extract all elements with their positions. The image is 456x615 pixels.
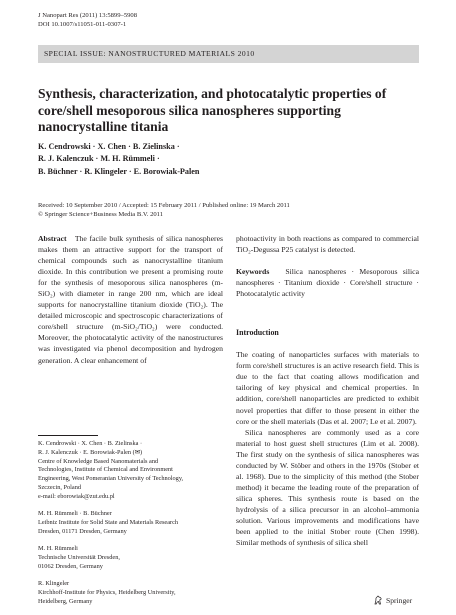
affiliation-block [38,545,226,571]
footnote-rule [38,435,98,436]
affiliation-line: R. Klingeler [38,580,70,588]
affiliation-line: K. Cendrowski · X. Chen · B. Zielinska · [38,440,143,447]
affiliation-line: Engineering, West Pomeranian University of Technology, [38,475,184,483]
left-column [38,233,223,366]
keywords [236,266,419,299]
article-title: Synthesis, characterization, and photocatalytic properties of core/shell mesoporous silica nanospheres supporting nanocrystalline titania [38,86,387,134]
affiliation-block [38,510,226,536]
affiliation-line: Leibniz Institute for Solid State and Materials Research [38,518,179,526]
affiliation-line: Technologies, Institute of Chemical and Environment [38,466,173,474]
author-line: K. Cendrowski · X. Chen · B. Zielinska · [38,142,180,151]
author-list [38,141,418,178]
affiliations [38,440,226,615]
introduction-heading: Introduction [236,328,279,338]
special-issue-banner: SPECIAL ISSUE: NANOSTRUCTURED MATERIALS 2010 [38,45,419,63]
affiliation-line: Centre of Knowledge Based Nanomaterials and [38,457,159,465]
journal-citation: J Nanopart Res (2011) 13:5899–5908 [38,12,138,19]
publisher-name: Springer [386,595,413,605]
affiliation-line: 01062 Dresden, Germany [38,562,103,570]
right-column [236,233,419,548]
publication-dates [38,201,290,219]
springer-horse-icon [373,595,383,605]
keywords-heading: Keywords [236,267,270,277]
affiliation-line: Heidelberg, Germany [38,597,93,605]
email-link[interactable]: e-mail: eborowiak@zut.edu.pl [38,492,115,500]
affiliation-block [38,580,226,606]
copyright-line: © Springer Science+Business Media B.V. 2011 [38,211,164,219]
abstract-text: The facile bulk synthesis of silica nanospheres makes them an attractive support for the transport of chemical compounds such as nanocrystalline titanium dioxide. In this contribution we present a promising route for the synthesis of mesoporous silica nanospheres (m-SiO₂) with diameter in range 200 nm, which are ideal supports for nanocrystalline titanium dioxide (TiO₂). The detailed microscopic and spectroscopic characterizations of core/shell structure (m-SiO₂/TiO₂) were conducted. Moreover, the photocatalytic activity of the nanostructures was investigated via phenol decomposition and hydrogen generation. A clear enhancement of [38,234,223,365]
affiliation-line: M. H. Rümmeli · B. Büchner [38,510,112,518]
publisher-mark [373,595,412,605]
introduction-para-2: Silica nanospheres are commonly used as a core material to host guest shell structures (Lim et al. 2008). The first study on the synthesis of silica nanospheres was conducted by W. Stöber and others in the 1970s (Stober et al. 1968). Due to the simplicity of this method (the Stober method) it became the leading route of the preparation of silica spheres. This synthesis route is based on the hydrolysis of a silica precursor in an alcohol–ammonia solution. Various improvements and modifications have been applied to the initial Stober route (Chen 1998). Similar methods of synthesis of silica shell [236,427,419,548]
affiliation-line: Szczecin, Poland [38,483,82,491]
abstract [38,233,223,366]
abstract-heading: Abstract [38,234,67,243]
introduction-para-1: The coating of nanoparticles surfaces with materials to form core/shell structures is an active research field. This is due to the fact that coating allows modification and tailoring of key physical and chemical properties. In addition, core/shell nanoparticles are predicted to exhibit novel properties that differ to those present in either the core or the shell materials (Das et al. 2007; Le et al. 2007). [236,350,420,426]
affiliation-line: M. H. Rümmeli [38,545,78,553]
affiliation-line: Dresden, 01171 Dresden, Germany [38,527,127,535]
journal-header [38,11,137,29]
author-line: R. J. Kalenczuk · M. H. Rümmeli · [38,154,160,164]
abstract-continued: photoactivity in both reactions as compared to commercial TiO₂-Degussa P25 catalyst is detected. [236,234,419,255]
affiliation-line: Technische Universität Dresden, [38,553,120,561]
journal-doi: DOI 10.1007/s11051-011-0307-1 [38,21,127,28]
author-line: B. Büchner · R. Klingeler · E. Borowiak-Palen [38,166,200,176]
affiliation-line: Kirchhoff-Institute for Physics, Heidelberg University, [38,588,176,596]
keywords-text: Silica nanospheres · Mesoporous silica nanospheres · Titanium dioxide · Core/shell structure · Photocatalytic activity [236,267,419,299]
dates-line: Received: 10 September 2010 / Accepted: 15 February 2011 / Published online: 19 March 2011 [38,202,290,209]
affiliation-block [38,440,226,502]
affiliation-line: R. J. Kalenczuk · E. Borowiak-Palen (✉) [38,448,143,456]
